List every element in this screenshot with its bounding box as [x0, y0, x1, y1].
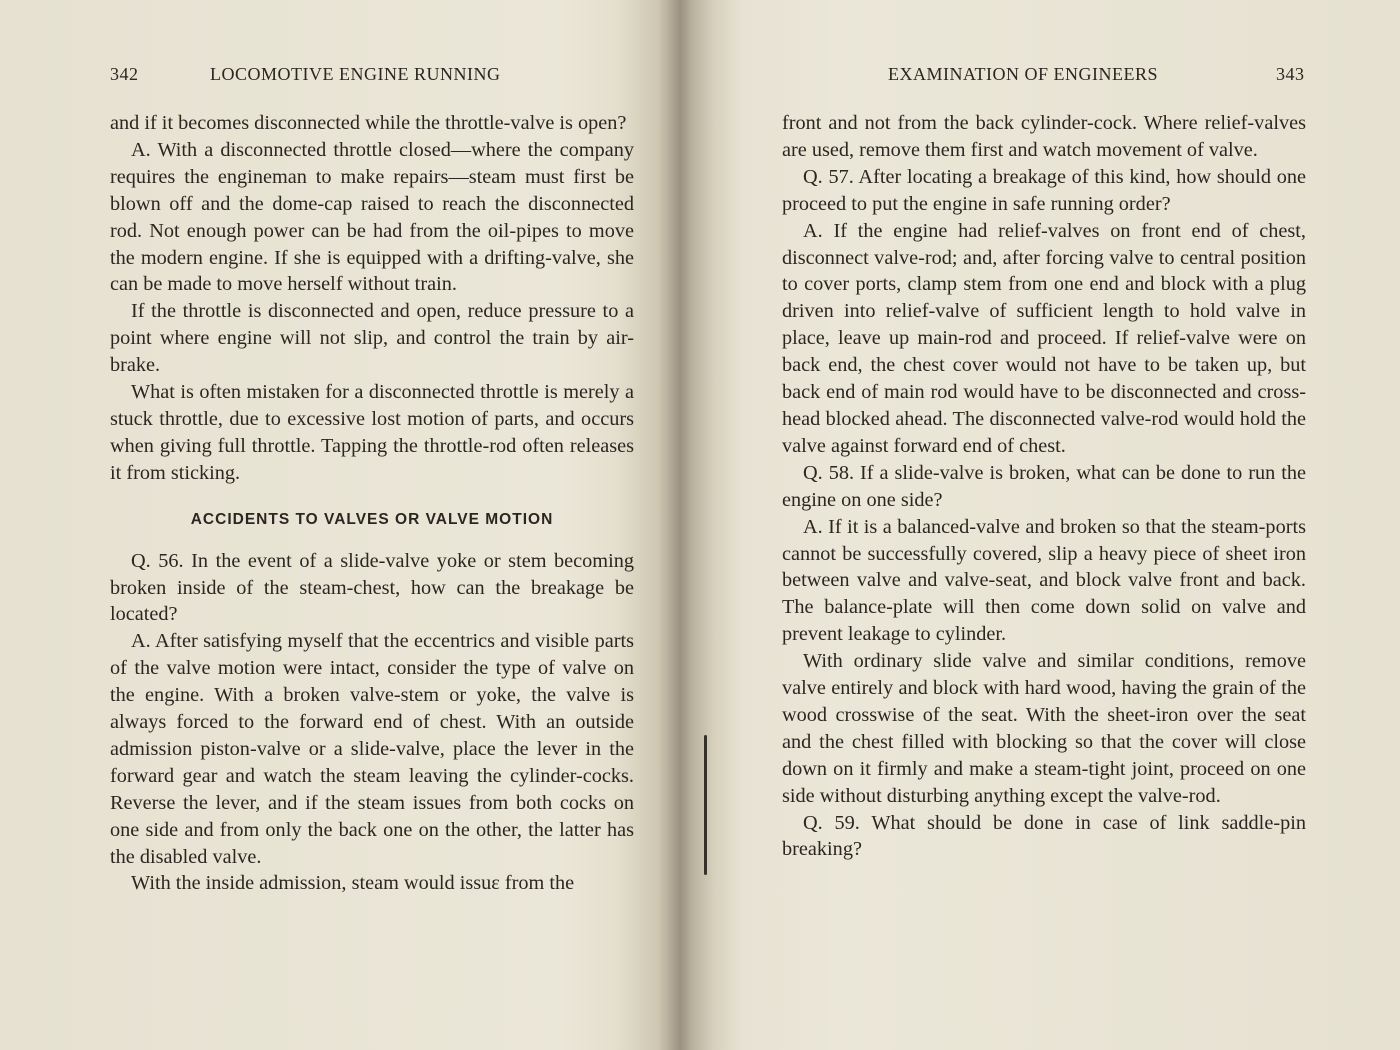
paragraph: With the inside admission, steam would issuε from the: [131, 872, 575, 895]
section-heading: ACCIDENTS TO VALVES OR VALVE MOTION: [190, 510, 554, 528]
paragraph: Q. 58. If a slide-valve is broken, what can be done to run the engine on one side?: [782, 461, 1306, 511]
right-page-number: 343: [1276, 64, 1305, 84]
paragraph: Q. 57. After locating a breakage of this kind, how should one proceed to put the engine in safe running order?: [782, 165, 1306, 215]
paragraph: Q. 56. In the event of a slide-valve yoke or stem becoming broken inside of the steam-chest, how can the breakage be located?: [110, 549, 634, 626]
left-page-number: 342: [110, 64, 139, 84]
paragraph: A. After satisfying myself that the eccentrics and visible parts of the valve motion were intact, consider the type of valve on the engine. With a broken valve-stem or yoke, the valve is always forced to the forward end of chest. With an outside admission piston-valve or a slide-valve, place the lever in the forward gear and watch the steam leaving the cylinder-cocks. Reverse the lever, and if the steam issues from both cocks on one side and from only the back one on the other, the latter has the disabled valve.: [110, 630, 634, 868]
paragraph: Q. 59. What should be done in case of link saddle-pin breaking?: [782, 811, 1306, 861]
left-running-head: LOCOMOTIVE ENGINE RUNNING: [210, 64, 501, 84]
paragraph: What is often mistaken for a disconnected throttle is merely a stuck throttle, due to excessive lost motion of parts, and occurs when giving full throttle. Tapping the throttle-rod often releases it from sticking.: [110, 381, 634, 484]
paragraph: A. With a disconnected throttle closed—where the company requires the engineman to make repairs—steam must first be blown off and the dome-cap raised to reach the disconnected rod. Not enough power can be had from the oil-pipes to move the modern engine. If she is equipped with a drifting-valve, she can be made to move herself without train.: [110, 138, 634, 296]
paragraph: With ordinary slide valve and similar conditions, remove valve entirely and block with hard wood, having the grain of the wood crosswise of the seat. With the sheet-iron over the seat and the chest filled with blocking so that the cover will close down on it firmly and make a steam-tight joint, proceed on one side without disturbing anything except the valve-rod.: [782, 650, 1306, 807]
paragraph: If the throttle is disconnected and open, reduce pressure to a point where engine will not slip, and control the train by air-brake.: [110, 300, 634, 377]
paragraph: and if it becomes disconnected while the throttle-valve is open?: [110, 112, 627, 134]
binding-thread: [704, 735, 707, 875]
paragraph: A. If it is a balanced-valve and broken so that the steam-ports cannot be successfully covered, slip a heavy piece of sheet iron between valve and valve-seat, and block valve front and back. The balance-plate will then come down solid on valve and prevent leakage to cylinder.: [782, 515, 1306, 646]
paragraph: front and not from the back cylinder-cock. Where relief-valves are used, remove them first and watch movement of valve.: [782, 112, 1306, 161]
right-running-head: EXAMINATION OF ENGINEERS: [888, 64, 1158, 84]
right-page: [700, 0, 1400, 1050]
paragraph: A. If the engine had relief-valves on front end of chest, disconnect valve-rod; and, after forcing valve to central position to cover ports, clamp stem from one end and block with a plug driven into relief-valve of sufficient length to hold valve in place, leave up main-rod and proceed. If relief-valve were on back end, the chest cover would not have to be taken up, but back end of main rod would have to be disconnected and cross-head blocked ahead. The disconnected valve-rod would hold the valve against forward end of chest.: [782, 219, 1306, 457]
left-page-body: [110, 110, 634, 897]
right-page-body: [782, 110, 1306, 863]
